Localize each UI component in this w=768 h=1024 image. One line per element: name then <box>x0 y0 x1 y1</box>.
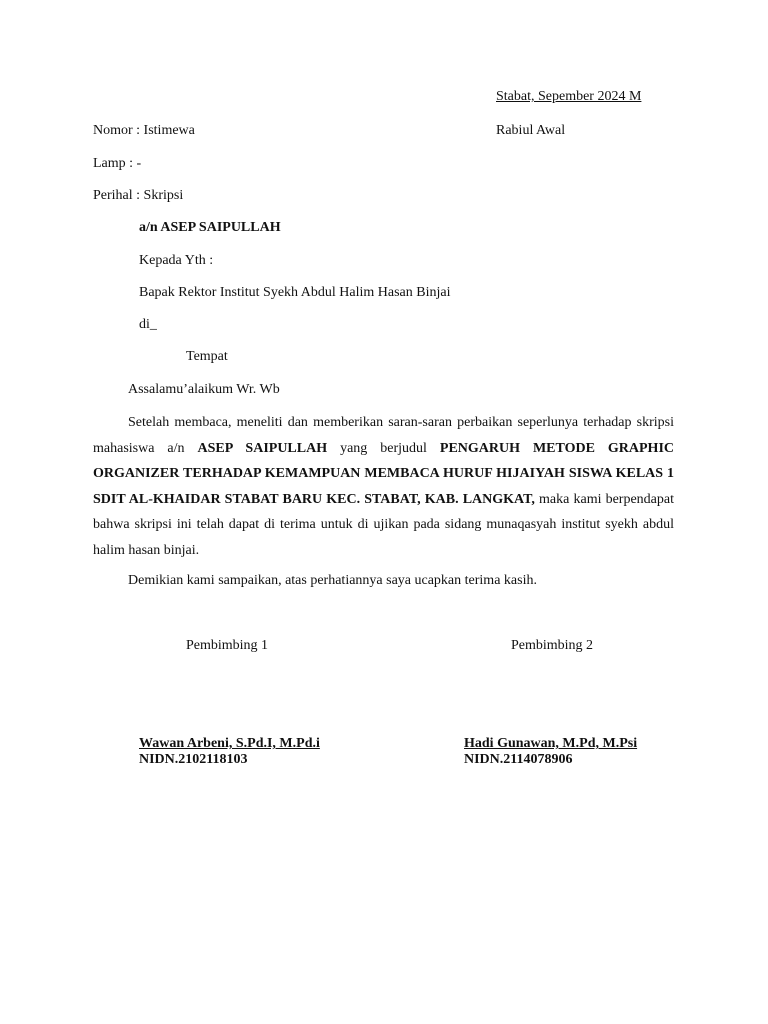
paragraph-text: maka kami berpendapat bahwa skripsi ini telah dapat di terima untuk di ujikan pada sidang munaqasyah institut syekh abdul halim hasan binjai. <box>93 491 674 558</box>
advisor2-id: NIDN.2114078906 <box>464 752 573 767</box>
subject-label: Perihal : Skripsi <box>93 188 184 203</box>
paragraph-text: Setelah membaca, meneliti dan memberikan saran-saran perbaikan seperlunya terhadap skripsi mahasiswa a/n <box>93 415 674 456</box>
attachment-label: Lamp : - <box>93 156 142 171</box>
recipient-at: di_ <box>139 317 157 332</box>
paragraph-text: yang berjudul <box>327 440 440 456</box>
advisor2-signature <box>464 736 637 768</box>
recipient-to: Kepada Yth : <box>139 253 214 268</box>
advisor2-role: Pembimbing 2 <box>511 638 594 653</box>
on-behalf-name: a/n ASEP SAIPULLAH <box>139 220 281 235</box>
closing-sentence: Demikian kami sampaikan, atas perhatiannya saya ucapkan terima kasih. <box>128 573 537 588</box>
advisor1-id: NIDN.2102118103 <box>139 752 248 767</box>
number-label: Nomor : Istimewa <box>93 123 195 138</box>
body-paragraph <box>93 410 674 563</box>
advisor1-role: Pembimbing 1 <box>186 638 269 653</box>
recipient-addressee: Bapak Rektor Institut Syekh Abdul Halim Hasan Binjai <box>139 285 451 300</box>
advisor1-signature <box>139 736 320 768</box>
advisor1-name: Wawan Arbeni, S.Pd.I, M.Pd.i <box>139 736 320 751</box>
advisor2-name: Hadi Gunawan, M.Pd, M.Psi <box>464 736 638 751</box>
place-date: Stabat, Sepember 2024 M <box>496 89 642 104</box>
hijri-month: Rabiul Awal <box>496 123 566 138</box>
student-name: ASEP SAIPULLAH <box>197 440 328 456</box>
thesis-title: PENGARUH METODE GRAPHIC ORGANIZER TERHADAP KEMAMPUAN MEMBACA HURUF HIJAIYAH SISWA KELAS 1 SDIT AL-KHAIDAR STABAT BARU KEC. STABAT, KAB. LANGKAT, <box>93 440 675 507</box>
recipient-place: Tempat <box>186 349 228 364</box>
greeting: Assalamu’alaikum Wr. Wb <box>128 382 280 397</box>
